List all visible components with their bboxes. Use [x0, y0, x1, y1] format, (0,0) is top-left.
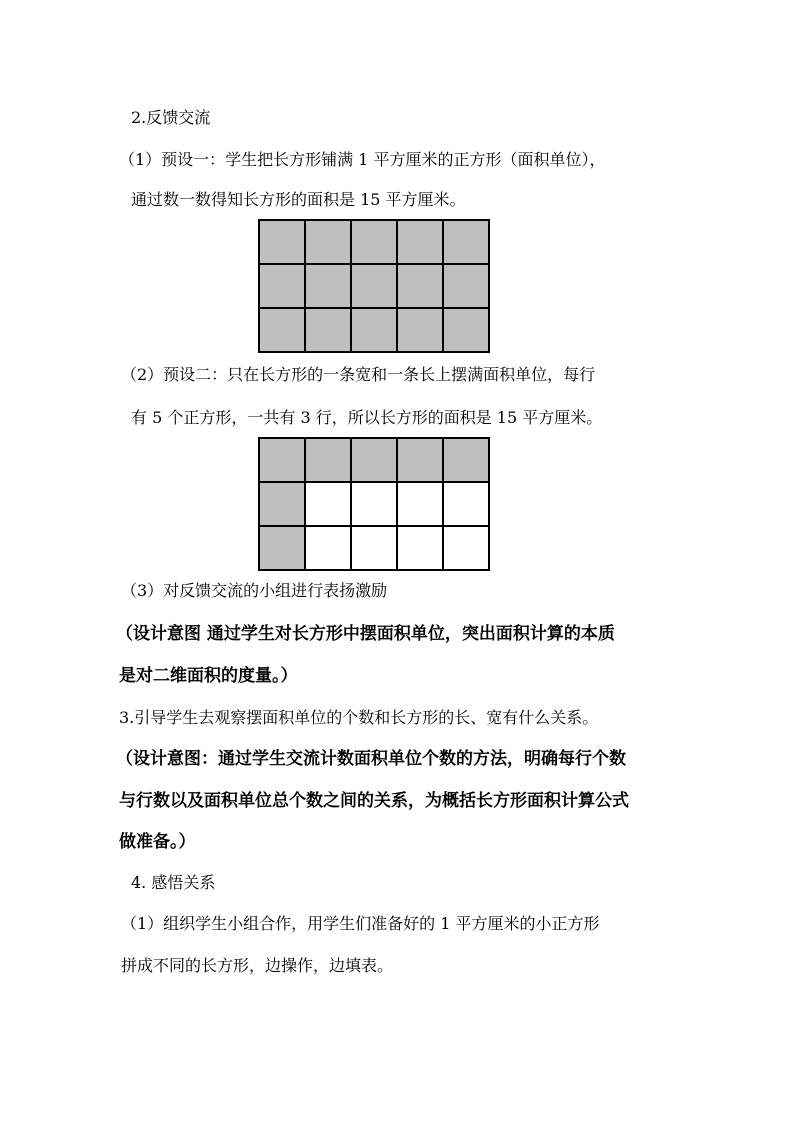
unit-square-empty: [444, 483, 490, 527]
unit-square-filled: [352, 265, 398, 309]
unit-square-filled: [260, 527, 306, 571]
paragraph-line: （2）预设二：只在长方形的一条宽和一条长上摆满面积单位，每行: [121, 365, 596, 384]
unit-square-filled: [260, 221, 306, 265]
design-intent-line: 与行数以及面积单位总个数之间的关系，为概括长方形面积计算公式: [119, 791, 629, 811]
paragraph-line: 拼成不同的长方形，边操作，边填表。: [121, 956, 394, 975]
unit-square-empty: [444, 527, 490, 571]
unit-square-empty: [398, 527, 444, 571]
edge-grid-rectangle: [258, 437, 490, 571]
paragraph-line: 有 5 个正方形，一共有 3 行，所以长方形的面积是 15 平方厘米。: [131, 408, 603, 427]
section-heading-relation: 3.引导学生去观察摆面积单位的个数和长方形的长、宽有什么关系。: [119, 708, 599, 727]
full-grid-rectangle: [258, 219, 490, 353]
paragraph-line: （1）组织学生小组合作，用学生们准备好的 1 平方厘米的小正方形: [121, 914, 600, 933]
unit-square-filled: [398, 439, 444, 483]
unit-square-filled: [444, 309, 490, 353]
unit-square-filled: [352, 309, 398, 353]
paragraph-line: （3）对反馈交流的小组进行表扬激励: [121, 581, 388, 600]
unit-square-filled: [444, 439, 490, 483]
section-heading-feedback: 2.反馈交流: [131, 108, 211, 127]
unit-square-empty: [306, 483, 352, 527]
unit-square-filled: [306, 265, 352, 309]
unit-square-filled: [444, 221, 490, 265]
unit-square-filled: [306, 439, 352, 483]
unit-square-filled: [260, 439, 306, 483]
unit-square-filled: [306, 309, 352, 353]
unit-square-filled: [352, 221, 398, 265]
unit-square-filled: [306, 221, 352, 265]
design-intent-line: （设计意图 通过学生对长方形中摆面积单位，突出面积计算的本质: [116, 624, 615, 644]
paragraph-line: （1）预设一：学生把长方形铺满 1 平方厘米的正方形（面积单位），: [119, 150, 606, 169]
unit-square-filled: [398, 265, 444, 309]
unit-square-filled: [260, 265, 306, 309]
unit-square-filled: [352, 439, 398, 483]
unit-square-empty: [352, 527, 398, 571]
unit-square-filled: [260, 309, 306, 353]
design-intent-line: （设计意图：通过学生交流计数面积单位个数的方法，明确每行个数: [116, 749, 626, 769]
design-intent-line: 是对二维面积的度量。）: [119, 666, 298, 686]
section-heading-perceive: 4. 感悟关系: [131, 873, 216, 892]
unit-square-filled: [260, 483, 306, 527]
unit-square-filled: [444, 265, 490, 309]
design-intent-line: 做准备。）: [119, 832, 196, 852]
unit-square-empty: [352, 483, 398, 527]
unit-square-filled: [398, 221, 444, 265]
unit-square-filled: [398, 309, 444, 353]
paragraph-line: 通过数一数得知长方形的面积是 15 平方厘米。: [131, 190, 466, 209]
unit-square-empty: [398, 483, 444, 527]
unit-square-empty: [306, 527, 352, 571]
